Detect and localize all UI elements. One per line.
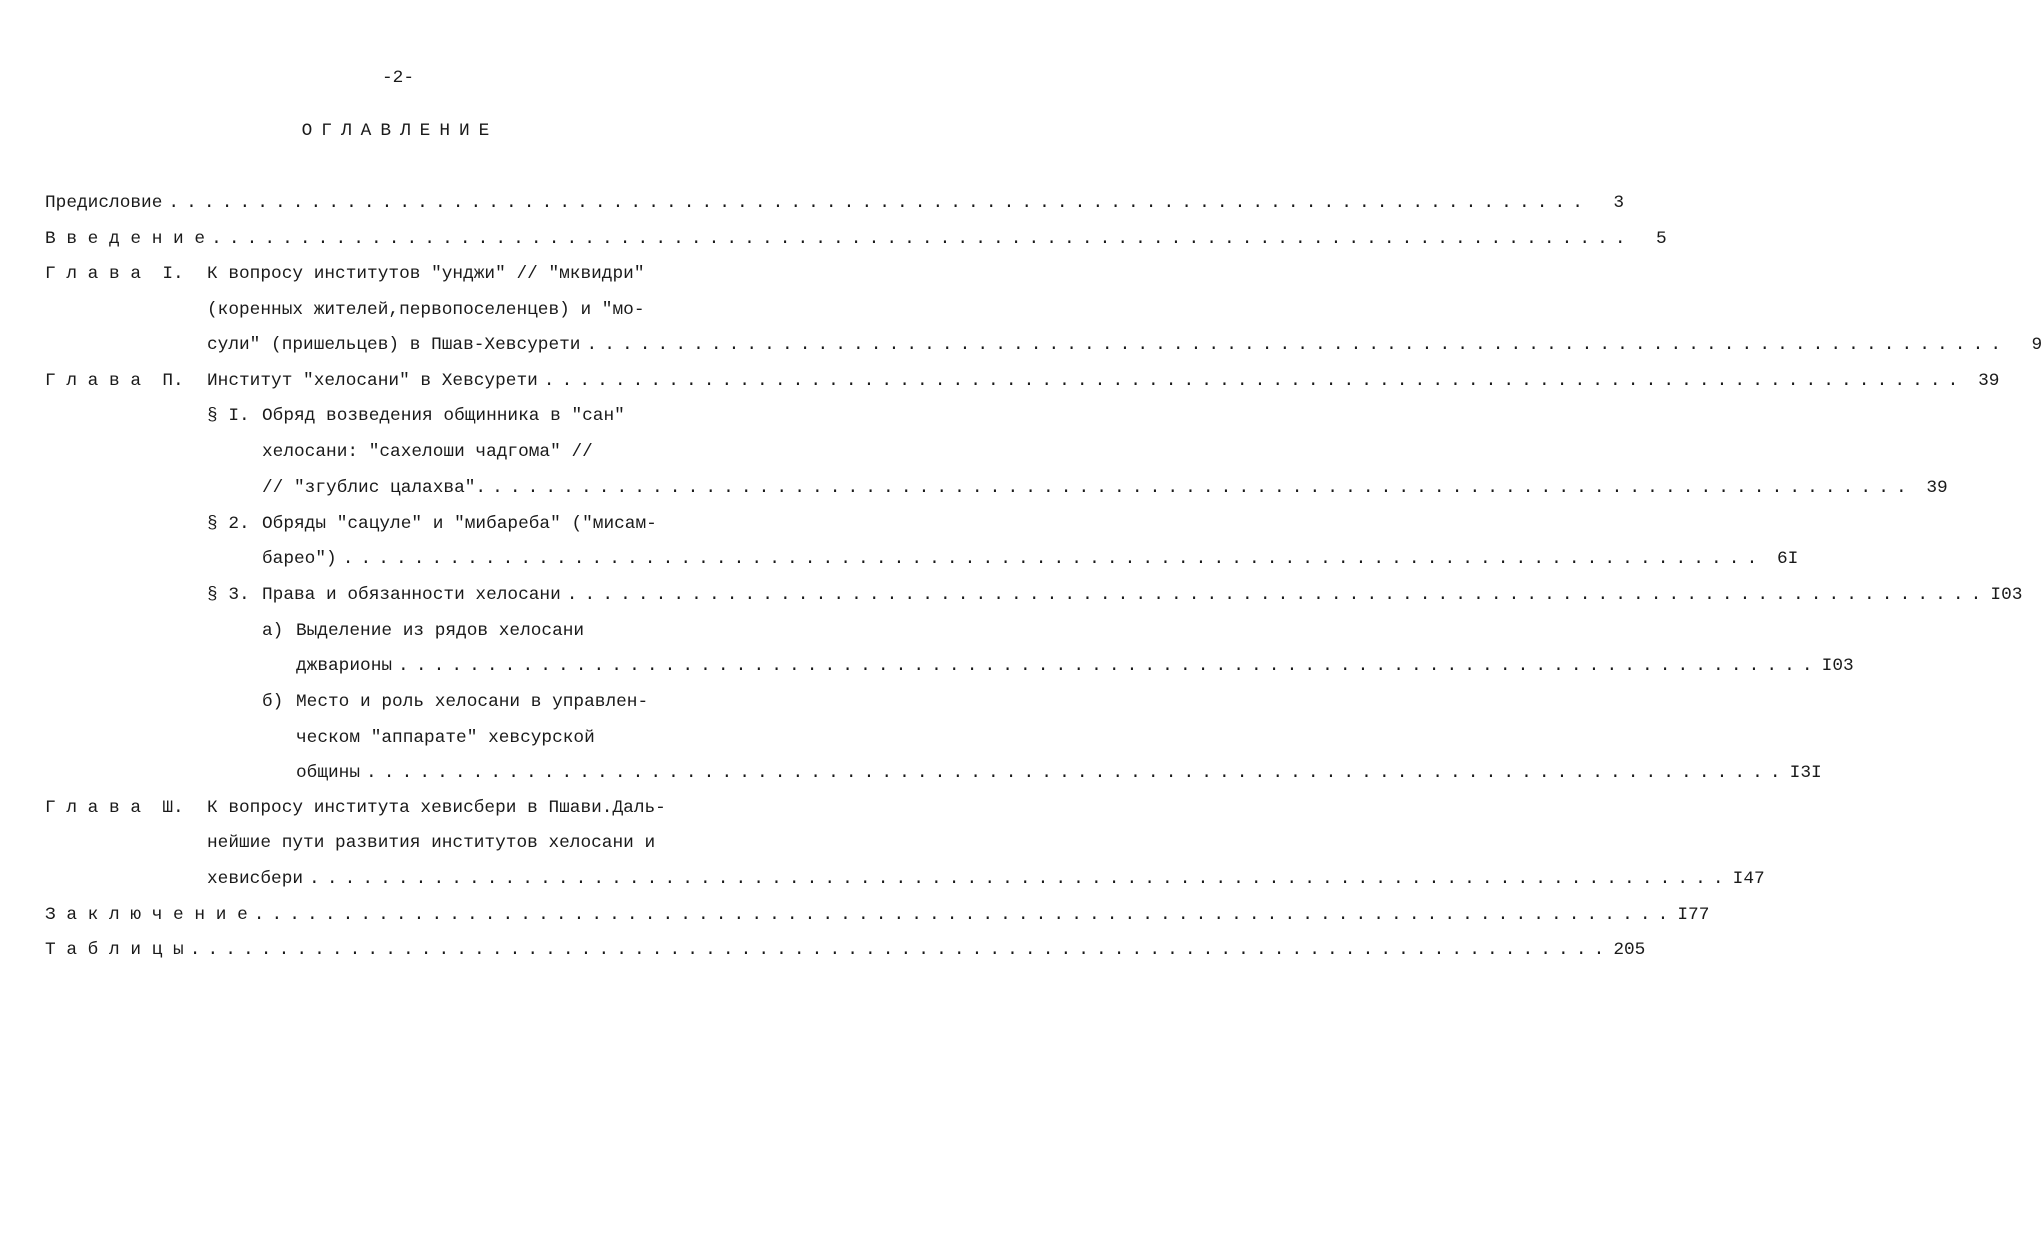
entry-line: Институт "хелосани" в Хевсурети [207, 371, 538, 391]
entry-page: 6I [1777, 549, 1799, 569]
entry-page: I03 [1990, 585, 2023, 605]
entry-line[interactable]: К вопросу института хевисбери в Пшави.Даль- [207, 798, 666, 818]
entry-label: Т а б л и ц ы [45, 940, 184, 960]
entry-page: I77 [1677, 905, 1710, 925]
subsection-label: б) [262, 692, 284, 712]
toc-entry-preface[interactable] [45, 192, 1625, 214]
chapter-label: Г л а в а I. [45, 264, 184, 284]
entry-page: 5 [1656, 229, 1667, 249]
toc-entry-conclusion[interactable] [45, 904, 1710, 926]
toc-entry-intro[interactable] [45, 228, 1667, 250]
entry-page: I03 [1821, 656, 1854, 676]
section-label: § 2. [207, 514, 250, 534]
entry-line: общины [296, 763, 361, 783]
page-number: -2- [381, 68, 414, 88]
entry-line[interactable]: К вопросу институтов "унджи" // "мквидри" [207, 264, 645, 284]
section-label: § I. [207, 406, 250, 426]
entry-line: джварионы [296, 656, 393, 676]
page-title: ОГЛАВЛЕНИЕ [301, 121, 499, 141]
entry-page: 205 [1613, 940, 1646, 960]
toc-entry-s3a[interactable] [296, 655, 1854, 677]
toc-entry-ch3[interactable] [207, 868, 1765, 890]
dot-leader: ................................................................................ [566, 585, 1989, 605]
entry-line[interactable]: Обряды "сацуле" и "мибареба" ("мисам- [262, 514, 657, 534]
entry-page: 9 [2031, 335, 2042, 355]
entry-line: // "згублис цалахва". [262, 478, 487, 498]
chapter-label: Г л а в а Ш. [45, 798, 184, 818]
entry-page: I3I [1789, 763, 1822, 783]
entry-line: барео") [262, 549, 337, 569]
entry-label: В в е д е н и е [45, 229, 206, 249]
entry-page: 39 [1926, 478, 1948, 498]
entry-page: I47 [1732, 869, 1765, 889]
toc-entry-s3[interactable] [262, 584, 2023, 606]
dot-leader: ................................................................................ [398, 656, 1820, 676]
toc-entry-s1[interactable] [262, 477, 1948, 499]
toc-entry-s3b[interactable] [296, 762, 1822, 784]
entry-line[interactable]: (коренных жителей,первопоселенцев) и "мо- [207, 300, 645, 320]
entry-line[interactable]: нейшие пути развития институтов хелосани и [207, 833, 656, 853]
entry-line[interactable]: ческом "аппарате" хевсурской [296, 728, 595, 748]
entry-line[interactable]: Выделение из рядов хелосани [296, 621, 585, 641]
dot-leader: ................................................................................ [543, 371, 1966, 391]
dot-leader: ................................................................................ [366, 763, 1788, 783]
dot-leader: ................................................................................ [492, 478, 1914, 498]
dot-leader: ................................................................................ [342, 549, 1765, 569]
entry-line: Права и обязанности хелосани [262, 585, 561, 605]
dot-leader: ................................................................................ [253, 905, 1676, 925]
entry-line: сули" (пришельцев) в Пшав-Хевсурети [207, 335, 581, 355]
entry-line[interactable]: Обряд возведения общинника в "сан" [262, 406, 625, 426]
section-label: § 3. [207, 585, 250, 605]
toc-entry-ch1[interactable] [207, 334, 2042, 356]
entry-page: 3 [1613, 193, 1625, 213]
toc-entry-tables[interactable] [45, 939, 1646, 961]
dot-leader: ................................................................................ [168, 193, 1591, 213]
entry-line[interactable]: хелосани: "сахелоши чадгома" // [262, 442, 593, 462]
entry-label: З а к л ю ч е н и е [45, 905, 248, 925]
dot-leader: ................................................................................ [211, 229, 1633, 249]
toc-entry-s2[interactable] [262, 548, 1799, 570]
toc-entry-ch2[interactable] [207, 370, 2000, 392]
entry-line[interactable]: Место и роль хелосани в управлен- [296, 692, 649, 712]
dot-leader: ................................................................................ [189, 940, 1612, 960]
subsection-label: а) [262, 621, 284, 641]
entry-label: Предисловие [45, 193, 163, 213]
dot-leader: ................................................................................ [586, 335, 2009, 355]
chapter-label: Г л а в а П. [45, 371, 184, 391]
dot-leader: ................................................................................ [309, 869, 1731, 889]
entry-line: хевисбери [207, 869, 304, 889]
entry-page: 39 [1978, 371, 2000, 391]
